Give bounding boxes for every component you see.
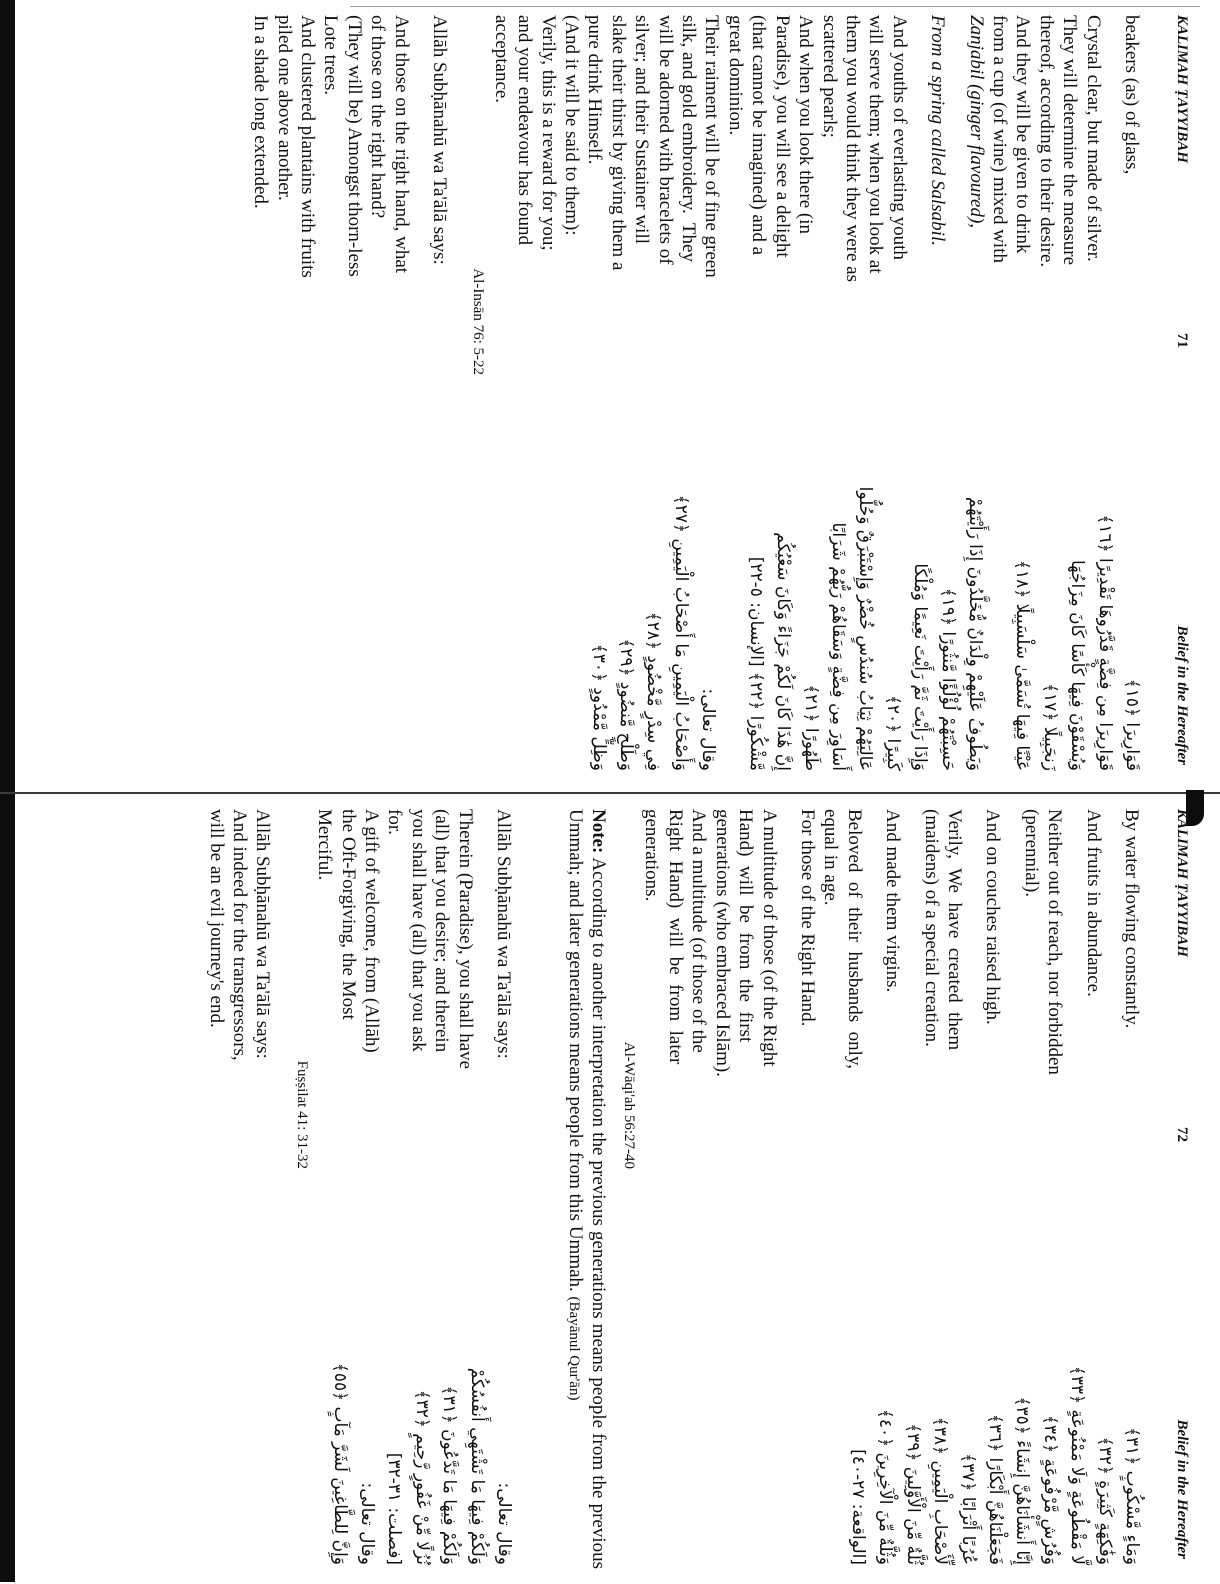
verse-reference: Fuṣṣilat 41: 31-32 (293, 1060, 310, 1169)
arabic-line: عُرُبًا أَتْرَابًا ﴿٣٧﴾ (957, 1453, 978, 1565)
text-line: for. (384, 809, 406, 835)
translation-paragraph (289, 809, 476, 1169)
text-line: you shall have (all) that you ask (407, 809, 429, 1052)
arabic-line: [الواقعة: ٢٧-٤٠] (847, 1449, 868, 1565)
text-line: Therein (Paradise), you shall have (454, 809, 476, 1070)
page-number: 72 (1174, 1127, 1190, 1142)
arabic-line: وَفَٰكِهَةٍ كَثِيرَةٍ ﴿٣٢﴾ (1094, 1436, 1115, 1565)
text-line: Their raiment will be of fine green (701, 15, 723, 278)
arabic-line: وَيَطُوفُ عَلَيْهِمْ وِلْدَانٌ مُّخَلَّدُونَ إِذَا رَأَيْتَهُمْ (964, 496, 985, 771)
arabic-line: وَأَصْحَابُ الْيَمِينِ مَا أَصْحَابُ الْيَمِينِ ﴿٢٧﴾ (670, 494, 691, 771)
text-line: Hand) will be from the first (735, 809, 757, 1043)
arabic-line: حَسِبْتَهُمْ لُؤْلُؤًا مَّنثُورًا ﴿١٩﴾ (937, 587, 958, 771)
translation-paragraph (1120, 809, 1143, 1169)
text-line: Allāh Subḥānahū wa Ta'ālā says: (429, 15, 451, 265)
text-line: beakers (as) of glass, (1121, 15, 1142, 175)
running-title: KALIMAH ṬAYYIBAH (1174, 15, 1190, 163)
book-binding-shadow (0, 0, 15, 1582)
translation-paragraph (964, 15, 1104, 375)
text-line: And youths of everlasting youth (888, 15, 910, 260)
text-line: For those of the Right Hand. (796, 809, 818, 1027)
text-line: Beloved of their husbands only, (843, 809, 865, 1069)
translation-paragraph (796, 809, 866, 1169)
arabic-line: وقال تعالى: (698, 688, 719, 771)
spacer (986, 391, 1006, 771)
arabic-line: وَظِلٍّ مَّمْدُودٍ ﴿٣٠﴾ (588, 643, 609, 771)
arabic-line: مَّشْكُورًا ﴿٢٢﴾ [الإنسان: ٥-٢٢] (745, 556, 766, 771)
text-line: them you would think they were as (841, 15, 863, 283)
page-header (1165, 809, 1195, 1569)
page-71-content (45, 15, 1195, 775)
arabic-line: نُزُلًا مِّنْ غَفُورٍ رَّحِيمٍ ﴿٣٢﴾ (411, 1389, 432, 1565)
translation-paragraph (919, 809, 966, 1169)
text-line: And those on the right hand, what (390, 15, 412, 274)
text-line: of those on the right hand? (367, 15, 389, 219)
arabic-verse-group (986, 391, 1143, 771)
text-line: will be an evil journey's end. (205, 809, 227, 1028)
text-line: And fruits in abundance. (1082, 809, 1104, 997)
text-line: And on couches raised high. (982, 809, 1004, 1025)
arabic-line: وَيُسْقَوْنَ فِيهَا كَأْسًا كَانَ مِزَاجُهَا (1067, 559, 1088, 771)
text-line: silk, and gold embroidery. They (678, 15, 700, 262)
text-line: (perennial). (1020, 809, 1042, 898)
text-line: Right Hand) will be from later (664, 809, 686, 1065)
text-line: Allāh Subḥānahū wa Ta'ālā says: (252, 809, 274, 1059)
text-line: And clustered plantains with fruits (297, 15, 318, 278)
arabic-line: وَلَكُمْ فِيهَا مَا تَشْتَهِي أَنفُسُكُمْ (466, 1367, 487, 1565)
english-translation-column (602, 809, 1143, 1169)
text-line: the Oft-Forgiving, the Most (337, 809, 359, 1020)
text-line: And a multitude (of those of the (688, 809, 710, 1053)
text-line: Verily, this is a reward for you; (537, 15, 559, 251)
translation-paragraph (428, 15, 451, 375)
verse-reference: Al-Insān 76: 5-22 (470, 268, 487, 375)
text-line: A multitude of those (of the Right (758, 809, 780, 1067)
text-line: slake their thirst by giving them a (607, 15, 629, 271)
text-line: silver; and their Sustainer will (631, 15, 653, 245)
translation-paragraph (981, 809, 1004, 1169)
text-line: Lote trees. (320, 15, 342, 96)
text-line: Crystal clear, but made of silver. (1082, 15, 1104, 262)
text-line: Allāh Subḥānahū wa Ta'ālā says: (493, 809, 514, 1059)
arabic-line: فِي سِدْرٍ مَّخْضُودٍ ﴿٢٨﴾ (643, 611, 664, 771)
chapter-title: Belief in the Hereafter (1174, 625, 1190, 765)
page-72 (15, 794, 1220, 1584)
arabic-verse-group (719, 391, 986, 771)
arabic-line: فَجَعَلْنَاهُنَّ أَبْكَارًا ﴿٣٦﴾ (984, 1413, 1005, 1565)
text-line: Verily, We have created them (943, 809, 965, 1051)
arabic-line: وَطَلْحٍ مَّنضُودٍ ﴿٢٩﴾ (616, 638, 637, 771)
text-line: thereof, according to their desire. (1035, 15, 1057, 268)
text-line: Merciful. (314, 809, 336, 881)
text-line: And made them virgins. (882, 809, 904, 993)
english-translation-column (234, 15, 1143, 375)
text-line: will serve them; when you look at (865, 15, 887, 274)
note-source: (Bayānul Qur'ān) (565, 1296, 582, 1401)
translation-paragraph (926, 15, 949, 375)
footnote (561, 809, 610, 1569)
text-line: acceptance. (490, 15, 512, 104)
arabic-line: إِنَّا أَنشَأْنَاهُنَّ إِنشَاءً ﴿٣٥﴾ (1012, 1396, 1033, 1565)
page-number: 71 (1174, 333, 1190, 348)
text-line: They will determine the measure (1059, 15, 1081, 266)
page-header (1165, 15, 1195, 775)
text-line: generations (who embraced Islām). (711, 809, 733, 1078)
chapter-title: Belief in the Hereafter (1174, 1419, 1190, 1559)
note-text: According to another interpretation the previous generations means people from the previous Ummah; and later generations means people from this Ummah. (564, 809, 609, 1569)
text-line: A gift of welcome, from (Allāh) (360, 809, 382, 1053)
translation-paragraph (249, 15, 413, 375)
translation-paragraph (466, 15, 911, 375)
spacer (303, 1185, 323, 1565)
arabic-line: عَيْنًا فِيهَا تُسَمَّىٰ سَلْسَبِيلًا ﴿١٨﴾ (1012, 559, 1033, 771)
arabic-line: كَبِيرًا ﴿٢٠﴾ (882, 694, 903, 771)
text-line: scattered pearls; (818, 15, 840, 138)
translation-paragraph (204, 809, 274, 1169)
translation-paragraph (617, 809, 781, 1169)
text-line: great dominion. (724, 15, 746, 136)
verse-reference: Al-Wāqi'ah 56:27-40 (621, 1041, 638, 1169)
arabic-verse-group (562, 391, 719, 771)
arabic-line: زَنجَبِيلًا ﴿١٧﴾ (1039, 683, 1060, 771)
arabic-line: وَإِنَّ لِلطَّاغِينَ لَشَرَّ مَآبٍ ﴿٥٥﴾ (329, 1362, 350, 1565)
note-label: Note: (588, 809, 609, 854)
arabic-line: وَثُلَّةٌ مِّنَ الْآخِرِينَ ﴿٤٠﴾ (875, 1408, 896, 1565)
translation-paragraph (1019, 809, 1066, 1169)
arabic-verse-group (303, 1185, 515, 1565)
translation-paragraph (1120, 15, 1143, 375)
text-line: In a shade long extended. (250, 15, 272, 209)
arabic-line: وَإِذَا رَأَيْتَ ثَمَّ رَأَيْتَ نَعِيمًا وَمُلْكًا (910, 563, 931, 771)
text-line: Zanjabil (ginger flavoured), (965, 15, 987, 229)
arabic-line: [فصلت: ٣١-٣٢] (384, 1452, 405, 1565)
text-line: Neither out of reach, nor forbidden (1044, 809, 1066, 1075)
text-line: By water flowing constantly. (1121, 809, 1142, 1029)
arabic-line: وقال تعالى: (356, 1482, 377, 1565)
arabic-text-column (822, 1185, 1143, 1565)
arabic-line: أَسَاوِرَ مِن فِضَّةٍ وَسَقَاهُمْ رَبُّهُمْ شَرَابًا (827, 522, 848, 771)
text-line: (that cannot be imagined) and a (748, 15, 770, 256)
arabic-line: عَالِيَهُمْ ثِيَابُ سُندُسٍ خُضْرٌ وَإِسْتَبْرَقٌ وَحُلُّوا (855, 486, 876, 771)
arabic-line: قَوَارِيرَا ﴿١٥﴾ (1122, 678, 1142, 771)
text-line: piled one above another. (273, 15, 295, 201)
text-line: (all) that you desire; and therein (431, 809, 453, 1053)
arabic-line: وقال تعالى: (494, 1482, 514, 1565)
translation-paragraph (1081, 809, 1104, 1169)
arabic-line: وَفُرُشٍ مَّرْفُوعَةٍ ﴿٣٤﴾ (1039, 1414, 1060, 1565)
arabic-text-column (562, 391, 1143, 771)
text-line: (maidens) of a special creation. (920, 809, 942, 1047)
page-71 (15, 0, 1220, 790)
arabic-line: لِّأَصْحَابِ الْيَمِينِ ﴿٣٨﴾ (930, 1416, 951, 1565)
page-72-content (45, 809, 1195, 1569)
arabic-line: إِنَّ هَٰذَا كَانَ لَكُمْ جَزَاءً وَكَانَ سَعْيُكُم (773, 532, 794, 771)
spacer (562, 391, 582, 771)
text-line: (And it will be said to them): (561, 15, 583, 236)
text-line: Paradise), you will see a delight (771, 15, 793, 258)
english-translation-column-lower (189, 809, 515, 1169)
text-line: from a cup (of wine) mixed with (988, 15, 1010, 263)
text-line: And when you look there (in (795, 15, 817, 234)
arabic-line: قَوَارِيرَا مِن فِضَّةٍ قَدَّرُوهَا تَقْدِيرًا ﴿١٦﴾ (1094, 514, 1115, 771)
text-line: pure drink Himself. (584, 15, 606, 165)
text-line: will be adorned with bracelets of (654, 15, 676, 265)
translation-paragraph (881, 809, 904, 1169)
translation-paragraph (492, 809, 515, 1169)
arabic-line: طَهُورًا ﴿٢١﴾ (800, 684, 821, 771)
text-line: And indeed for the transgressors, (228, 809, 250, 1061)
arabic-line: لَّا مَقْطُوعَةٍ وَلَا مَمْنُوعَةٍ ﴿٣٣﴾ (1067, 1365, 1088, 1565)
text-line: equal in age. (820, 809, 842, 906)
running-title: KALIMAH ṬAYYIBAH (1174, 809, 1190, 957)
arabic-line: ثُلَّةٌ مِّنَ الْأَوَّلِينَ ﴿٣٩﴾ (902, 1423, 923, 1565)
text-line: (They will be) Amongst thorn-less (343, 15, 365, 277)
spacer (822, 1185, 842, 1565)
arabic-line: وَمَاءٍ مَّسْكُوبٍ ﴿٣١﴾ (1122, 1427, 1142, 1565)
text-line: generations. (641, 809, 663, 902)
arabic-line: وَلَكُمْ فِيهَا مَا تَدَّعُونَ ﴿٣١﴾ (439, 1385, 460, 1565)
arabic-verse-group (822, 1185, 1143, 1565)
text-line: And they will be given to drink (1012, 15, 1034, 254)
arabic-text-column-lower (303, 1185, 515, 1565)
text-line: From a spring called Salsabil. (927, 15, 949, 246)
text-line: and your endeavour has found (514, 15, 536, 246)
spacer (719, 391, 739, 771)
